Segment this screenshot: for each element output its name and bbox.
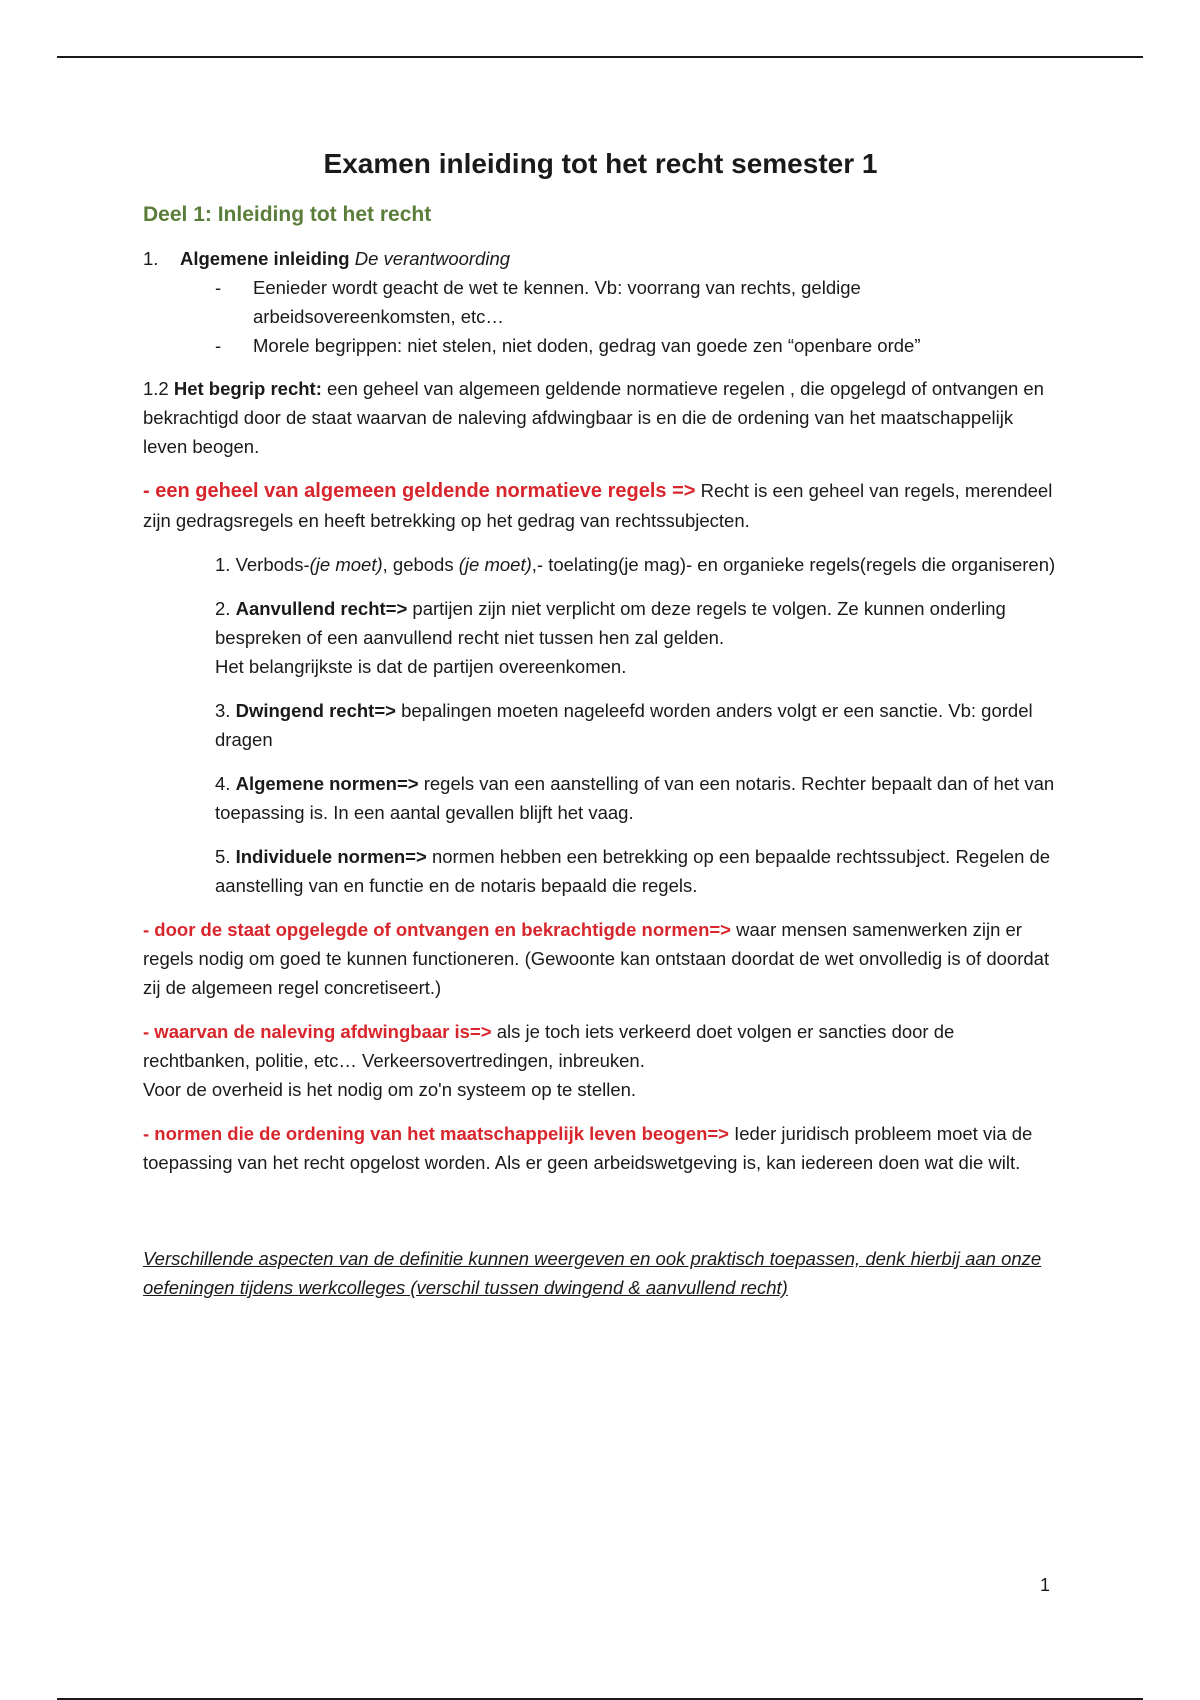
- section-1-bullets: [143, 273, 1058, 360]
- rule-5-number: 5.: [215, 846, 231, 867]
- rule-5-paragraph: [143, 842, 1058, 900]
- bullet-dash: -: [215, 277, 222, 298]
- section-1-number: 1.: [143, 248, 159, 269]
- aspect-4-label: - normen die de ordening van het maatschappelijk leven beogen=>: [143, 1123, 729, 1144]
- aspect-3-extra: Voor de overheid is het nodig om zo'n systeem op te stellen.: [143, 1079, 637, 1100]
- page-number: 1: [1040, 1575, 1051, 1595]
- aspect-3-paragraph: [143, 1017, 1058, 1104]
- section-1-title: Algemene inleiding: [180, 248, 350, 269]
- rule-3-text: bepalingen moeten nageleefd worden anders volgt er een sanctie. Vb: gordel dragen: [215, 700, 1033, 750]
- rule-5-text: normen hebben een betrekking op een bepaalde rechtssubject. Regelen de aanstelling van en functie en de notaris bepaald die regels.: [215, 846, 1051, 896]
- definition-text: een geheel van algemeen geldende normatieve regelen , die opgelegd of ontvangen en bekrachtigd door de staat waarvan de naleving afdwingbaar is en die de ordening van het maatschappelijk leven beogen.: [143, 378, 1044, 457]
- rule-4-paragraph: [143, 769, 1058, 827]
- bullet-text: Morele begrippen: niet stelen, niet doden, gedrag van goede zen “openbare orde”: [253, 335, 921, 356]
- rule-1-paragraph: [143, 550, 1058, 579]
- definition-paragraph: [143, 374, 1058, 461]
- document-title: Examen inleiding tot het recht semester 1: [323, 148, 878, 179]
- rule-1-number: 1.: [215, 554, 231, 575]
- page-content: [143, 138, 1058, 1317]
- aspect-1-paragraph: [143, 476, 1058, 535]
- header-rule: [57, 56, 1143, 58]
- aspect-2-paragraph: [143, 915, 1058, 1002]
- rule-1-text: , gebods: [382, 554, 459, 575]
- part-heading: Deel 1: Inleiding tot het recht: [143, 203, 432, 226]
- aspect-2-text: waar mensen samenwerken zijn er regels nodig om goed te kunnen functioneren. (Gewoonte kan ontstaan doordat de wet onvolledig is of doordat zij de algemeen regel concretiseert.): [143, 919, 1050, 998]
- aspect-1-text: Recht is een geheel van regels, merendeel zijn gedragsregels en heeft betrekking op het gedrag van rechtssubjecten.: [143, 480, 1053, 531]
- aspect-4-text: Ieder juridisch probleem moet via de toepassing van het recht opgelost worden. Als er geen arbeidswetgeving is, kan iedereen doen wat die wilt.: [143, 1123, 1033, 1173]
- study-note: Verschillende aspecten van de definitie kunnen weergeven en ook praktisch toepassen, denk hierbij aan onze oefeningen tijdens werkcolleges (verschil tussen dwingend & aanvullend recht): [143, 1248, 1042, 1298]
- rule-2-label: Aanvullend recht=>: [235, 598, 408, 619]
- list-item: [215, 273, 1058, 331]
- bullet-dash: -: [215, 335, 222, 356]
- aspect-1-label: - een geheel van algemeen geldende normatieve regels =>: [143, 480, 696, 502]
- bullet-text: Eenieder wordt geacht de wet te kennen. Vb: voorrang van rechts, geldige arbeidsovereenkomsten, etc…: [253, 277, 861, 327]
- aspect-2-label: - door de staat opgelegde of ontvangen en bekrachtigde normen=>: [143, 919, 731, 940]
- rule-1-italic: (je moet): [309, 554, 383, 575]
- rule-4-text: regels van een aanstelling of van een notaris. Rechter bepaalt dan of het van toepassing is. In een aantal gevallen blijft het vaag.: [215, 773, 1055, 823]
- section-1-heading: [143, 244, 1058, 273]
- rule-5-label: Individuele normen=>: [235, 846, 427, 867]
- spacer: [143, 1192, 1058, 1244]
- aspect-3-text: als je toch iets verkeerd doet volgen er sancties door de rechtbanken, politie, etc… Verkeersovertredingen, inbreuken.: [143, 1021, 955, 1071]
- rule-1-italic: (je moet): [458, 554, 532, 575]
- rule-3-number: 3.: [215, 700, 231, 721]
- rule-3-label: Dwingend recht=>: [235, 700, 396, 721]
- rule-2-paragraph: [143, 594, 1058, 681]
- rule-4-number: 4.: [215, 773, 231, 794]
- aspect-3-label: - waarvan de naleving afdwingbaar is=>: [143, 1021, 492, 1042]
- rule-4-label: Algemene normen=>: [235, 773, 419, 794]
- rule-1-text: ,- toelating(je mag)- en organieke regels(regels die organiseren): [531, 554, 1056, 575]
- rule-2-extra: Het belangrijkste is dat de partijen overeenkomen.: [215, 656, 627, 677]
- rule-3-paragraph: [143, 696, 1058, 754]
- list-item: [215, 331, 1058, 360]
- aspect-4-paragraph: [143, 1119, 1058, 1177]
- rule-2-text: partijen zijn niet verplicht om deze regels te volgen. Ze kunnen onderling bespreken of een aanvullend recht niet tussen hen zal gelden.: [215, 598, 1006, 648]
- definition-number: 1.2: [143, 378, 169, 399]
- rule-1-text: Verbods-: [235, 554, 310, 575]
- section-1-subtitle: De verantwoording: [354, 248, 511, 269]
- rule-2-number: 2.: [215, 598, 231, 619]
- definition-label: Het begrip recht:: [173, 378, 322, 399]
